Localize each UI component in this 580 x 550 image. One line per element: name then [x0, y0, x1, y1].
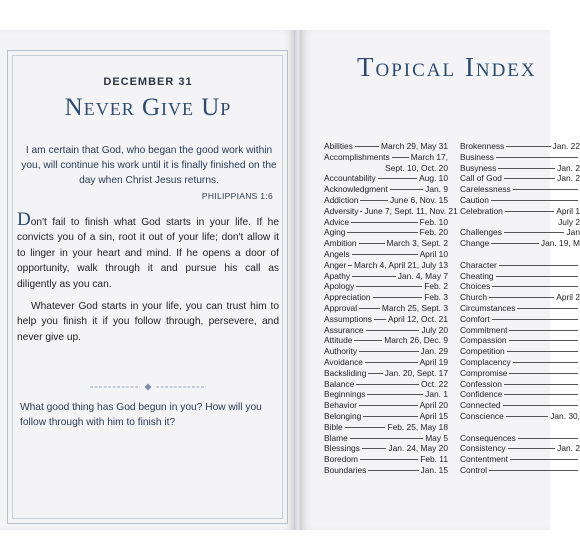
index-term: Boredom [324, 454, 358, 465]
index-entry [324, 163, 448, 174]
index-entry [460, 238, 580, 249]
index-term: Complacency [460, 356, 511, 367]
index-leader [489, 297, 554, 298]
index-leader [498, 168, 555, 169]
index-term: Belonging [324, 410, 362, 421]
index-leader [492, 286, 578, 287]
index-entry [324, 411, 448, 422]
index-term: Character [460, 259, 497, 270]
index-leader [509, 373, 578, 374]
index-pages: June 6, Nov. 15 [389, 194, 448, 205]
index-entry [460, 292, 580, 303]
index-entry [324, 195, 448, 206]
index-entry [324, 249, 448, 260]
index-leader [506, 146, 550, 147]
index-pages: March 25, Sept. 3 [381, 302, 448, 313]
index-pages: April 20 [419, 400, 448, 411]
index-term: Aging [324, 227, 346, 238]
index-pages: Jan. 1 [425, 389, 448, 400]
index-pages: Aug. 10 [419, 173, 448, 184]
index-leader [509, 330, 578, 331]
index-term: Boundaries [324, 464, 367, 475]
index-leader [356, 286, 422, 287]
index-term: Busyness [460, 162, 497, 173]
index-term: Confidence [460, 389, 503, 400]
index-term: Bible [324, 421, 343, 432]
index-entry [324, 260, 448, 271]
index-entry [324, 217, 448, 228]
index-leader [360, 200, 388, 201]
index-entry [460, 217, 580, 228]
index-term: Carelessness [460, 184, 511, 195]
index-term: Adversity [324, 205, 359, 216]
index-entry [460, 422, 580, 433]
index-pages: April 2 [556, 292, 580, 303]
index-term: Apology [324, 281, 355, 292]
index-term: Contentment [460, 454, 508, 465]
index-term: Challenges [460, 227, 502, 238]
index-pages: Jan. 19, M [540, 238, 580, 249]
index-pages: Feb. 3 [424, 292, 448, 303]
index-leader [354, 340, 382, 341]
index-leader [504, 394, 578, 395]
index-leader [392, 157, 409, 158]
index-term: Beginnings [324, 389, 366, 400]
index-entry [324, 325, 448, 336]
left-page [0, 30, 296, 530]
index-leader [360, 211, 362, 212]
index-entry [324, 227, 448, 238]
index-term: Business [460, 151, 494, 162]
index-leader [510, 459, 578, 460]
index-entry [324, 335, 448, 346]
index-term: Avoidance [324, 356, 363, 367]
devotion-title: Never Give Up [64, 94, 232, 121]
index-entry [324, 303, 448, 314]
index-entry [460, 346, 580, 357]
index-term: Consequences [460, 432, 516, 443]
index-entry [324, 271, 448, 282]
index-pages: March 3, Sept. 2 [386, 238, 448, 249]
index-entry [324, 238, 448, 249]
index-term: Behavior [324, 400, 358, 411]
ornament-divider [90, 383, 206, 391]
index-pages: July 20 [421, 324, 448, 335]
index-pages: Feb. 20 [419, 227, 448, 238]
index-term: Assumptions [324, 313, 372, 324]
index-leader [360, 459, 418, 460]
index-term: Cheating [460, 270, 494, 281]
index-entry [324, 465, 448, 476]
index-entry [460, 443, 580, 454]
index-pages: April 19 [419, 356, 448, 367]
index-leader [491, 200, 578, 201]
index-pages: March 26, Dec. 9 [384, 335, 448, 346]
index-entry [460, 433, 580, 444]
index-term: Confession [460, 378, 502, 389]
index-pages: Jan. 2 [557, 443, 580, 454]
index-leader [351, 222, 417, 223]
index-leader [359, 405, 418, 406]
index-term: Attitude [324, 335, 353, 346]
index-entry [324, 379, 448, 390]
index-pages: Oct. 22 [421, 378, 448, 389]
index-pages: Feb. 25, May 18 [387, 421, 448, 432]
index-entry [460, 271, 580, 282]
index-entry [460, 227, 580, 238]
index-leader [345, 427, 386, 428]
index-term: Call of God [460, 173, 502, 184]
index-term: Approval [324, 302, 358, 313]
index-entry [324, 422, 448, 433]
index-leader [518, 438, 578, 439]
index-pages: Jan. 30, [550, 410, 580, 421]
index-pages: Jan. 15 [420, 464, 448, 475]
index-term: Blessings [324, 443, 360, 454]
index-leader [496, 157, 578, 158]
index-term: Circumstances [460, 302, 516, 313]
index-leader [356, 384, 419, 385]
index-pages: May 5 [425, 432, 448, 443]
index-pages: Jan. 22 [552, 141, 580, 151]
paragraph-1-text: on't fail to finish what God starts in your life. If he convicts you of a sin, root it out of your life; don't allow it to linger in your heart and mind. If he opens a door of opportunity, walk through it and pursue his call as diligently as you can. [17, 217, 279, 290]
index-pages: Jan. 29 [420, 346, 448, 357]
index-leader [359, 351, 418, 352]
index-term: Blame [324, 432, 348, 443]
index-column-2 [460, 141, 580, 476]
index-term: Abilities [324, 141, 353, 151]
drop-cap: D [17, 209, 31, 230]
index-term: Control [460, 464, 487, 475]
index-term: Connected [460, 400, 501, 411]
index-term: Commitment [460, 324, 508, 335]
index-term: Appreciation [324, 292, 371, 303]
index-leader [365, 362, 418, 363]
reflection-question: What good thing has God begun in you? How will you follow through with him to finish it? [20, 402, 262, 428]
index-term: Accountability [324, 173, 376, 184]
index-term: Angels [324, 248, 350, 259]
index-leader [503, 405, 578, 406]
index-leader [496, 276, 578, 277]
index-pages: March 4, April 21, July 13 [353, 259, 448, 270]
index-pages: March 29, May 31 [380, 141, 448, 151]
index-entry [460, 389, 580, 400]
index-pages: Jan. 2 [557, 162, 580, 173]
index-leader [492, 319, 578, 320]
index-pages: April 12, Oct. 21 [387, 313, 448, 324]
index-entry [460, 400, 580, 411]
index-pages: April 10 [419, 248, 448, 259]
index-leader [504, 384, 578, 385]
index-term: Accomplishments [324, 151, 390, 162]
index-term: Assurance [324, 324, 364, 335]
index-leader [491, 243, 539, 244]
index-entry [460, 465, 580, 476]
index-pages: Jan. 24, May 20 [388, 443, 448, 454]
index-entry [324, 400, 448, 411]
index-entry [460, 249, 580, 260]
index-leader [368, 470, 418, 471]
index-pages: April 1 [556, 205, 580, 216]
index-leader [352, 254, 418, 255]
index-entry [460, 195, 580, 206]
index-pages: Jan [566, 227, 580, 238]
index-entry [324, 281, 448, 292]
index-term: Advice [324, 216, 350, 227]
devotion-paragraph-1 [17, 209, 279, 292]
index-leader [363, 416, 417, 417]
index-pages: Jan. 2 [557, 173, 580, 184]
index-term: Caution [460, 194, 489, 205]
index-pages: March 17, [410, 151, 448, 162]
index-leader [359, 308, 380, 309]
index-entry [324, 173, 448, 184]
index-entry [324, 454, 448, 465]
index-pages: Sept. 10, Oct. 20 [385, 162, 448, 173]
index-leader [352, 276, 396, 277]
index-leader [489, 470, 578, 471]
index-entry [324, 152, 448, 163]
index-leader [347, 232, 417, 233]
index-entry [460, 357, 580, 368]
index-entry [460, 206, 580, 217]
index-entry [460, 184, 580, 195]
index-title: Topical Index [357, 52, 537, 82]
index-leader [367, 394, 423, 395]
devotion-paragraph-2: Whatever God starts in your life, you can trust him to help you finish it if you follow through, persevere, and never give up. [17, 301, 279, 343]
devotion-date: DECEMBER 31 [103, 76, 193, 88]
index-entry [324, 357, 448, 368]
index-entry [324, 314, 448, 325]
index-leader [348, 265, 352, 266]
index-entry [460, 411, 580, 422]
index-leader [507, 351, 578, 352]
index-entry [460, 368, 580, 379]
index-leader [350, 438, 423, 439]
index-leader [517, 308, 578, 309]
index-entry [460, 303, 580, 314]
verse-reference: PHILIPPIANS 1:6 [201, 191, 273, 201]
index-pages: Jan. 9 [425, 184, 448, 195]
index-term: Change [460, 238, 490, 249]
index-entry [460, 152, 580, 163]
index-leader [508, 448, 556, 449]
index-term: Authority [324, 346, 358, 357]
index-term: Acknowledgment [324, 184, 388, 195]
index-pages: Feb. 11 [420, 454, 448, 465]
index-entry [324, 433, 448, 444]
index-leader [355, 146, 379, 147]
index-entry [460, 379, 580, 390]
index-term: Anger [324, 259, 347, 270]
index-leader [513, 189, 578, 190]
scripture-verse: I am certain that God, who began the good work within you, will continue his work until it is finally finished on the day when Christ Jesus returns. [21, 145, 277, 186]
index-leader [359, 243, 385, 244]
index-leader [368, 373, 382, 374]
index-entry [324, 184, 448, 195]
index-term: Choices [460, 281, 491, 292]
index-entry [460, 141, 580, 152]
index-leader [504, 178, 555, 179]
index-term: Addiction [324, 194, 359, 205]
index-leader [499, 265, 578, 266]
index-term: Comfort [460, 313, 490, 324]
index-term: Backsliding [324, 367, 367, 378]
index-leader [374, 319, 386, 320]
index-leader [362, 448, 387, 449]
index-pages: April 15 [419, 410, 448, 421]
index-pages: July 2 [558, 216, 580, 227]
index-term: Church [460, 292, 487, 303]
index-entry [460, 314, 580, 325]
index-term: Consistency [460, 443, 506, 454]
index-leader [505, 211, 554, 212]
index-leader [366, 330, 420, 331]
index-entry [324, 346, 448, 357]
index-term: Ambition [324, 238, 357, 249]
index-entry [460, 173, 580, 184]
index-entry [460, 281, 580, 292]
index-leader [378, 178, 417, 179]
index-leader [373, 297, 423, 298]
index-entry [460, 260, 580, 271]
index-entry [460, 454, 580, 465]
index-leader [513, 362, 578, 363]
index-entry [460, 325, 580, 336]
index-leader [509, 340, 578, 341]
index-entry [460, 163, 580, 174]
index-pages: Jan. 20, Sept. 17 [384, 367, 448, 378]
index-term: Competition [460, 346, 505, 357]
index-pages: Feb. 2 [424, 281, 448, 292]
index-entry [324, 205, 458, 217]
index-term: Compromise [460, 367, 508, 378]
index-entry [324, 443, 448, 454]
index-column-1 [324, 141, 458, 476]
index-leader [506, 416, 548, 417]
index-term: Brokenness [460, 141, 505, 151]
index-term: Apathy [324, 270, 351, 281]
index-pages: Feb. 10 [419, 216, 448, 227]
index-entry [324, 141, 448, 152]
index-entry [460, 335, 580, 346]
index-term: Celebration [460, 205, 503, 216]
index-term: Conscience [460, 410, 504, 421]
index-entry [324, 389, 448, 400]
index-pages: June 7, Sept. 11, Nov. 21 [364, 205, 458, 216]
index-entry [324, 292, 448, 303]
index-term: Balance [324, 378, 355, 389]
index-leader [504, 232, 565, 233]
index-entry [324, 368, 448, 379]
index-leader [390, 189, 423, 190]
index-term: Compassion [460, 335, 507, 346]
index-pages: Jan. 4, May 7 [397, 270, 448, 281]
